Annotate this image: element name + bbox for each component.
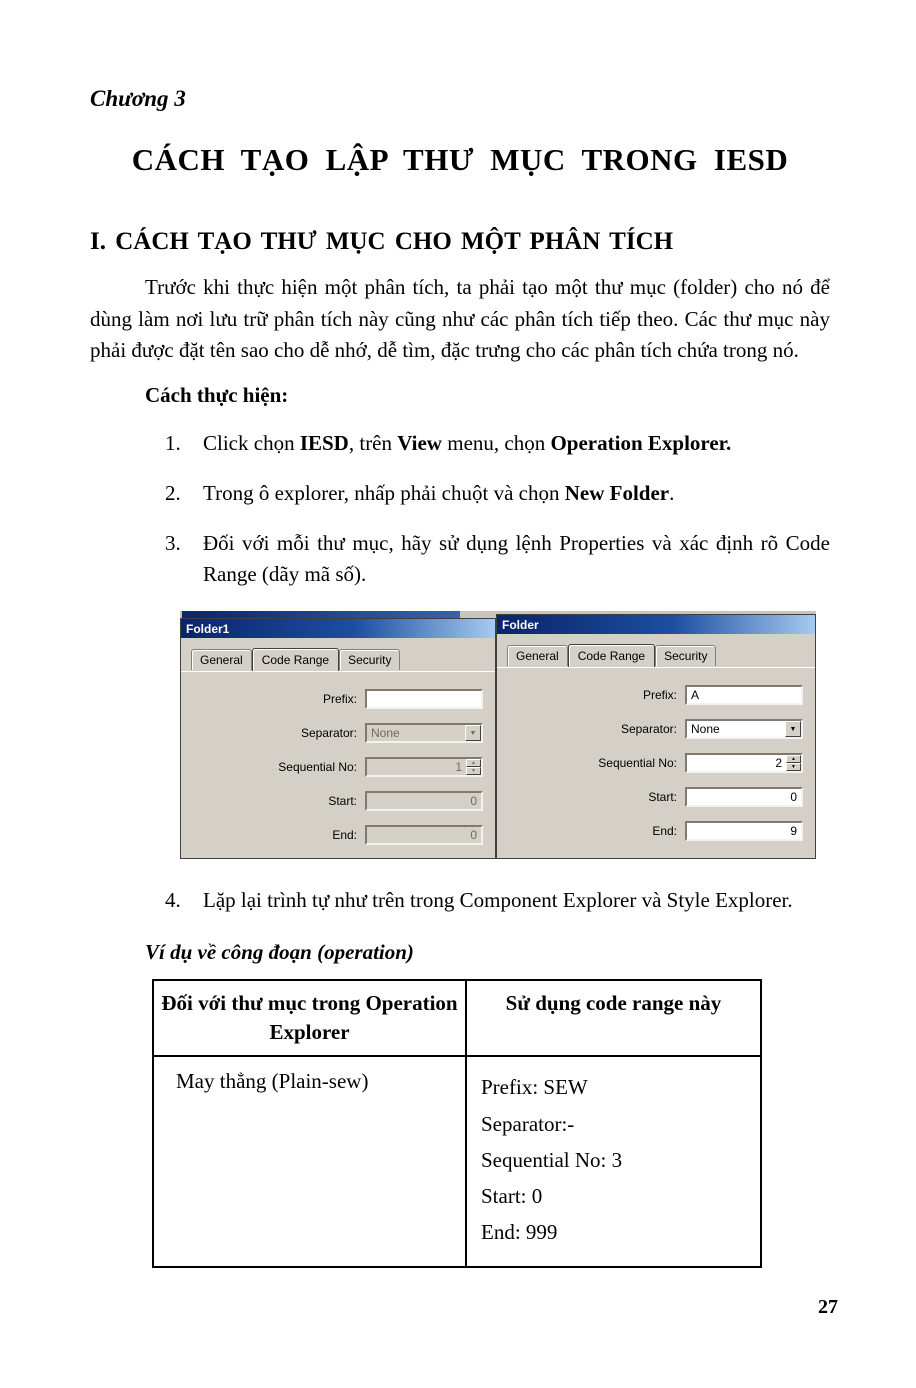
- tab-strip: [497, 634, 815, 666]
- list-number: 4.: [165, 888, 181, 913]
- field-row-end: [181, 825, 483, 845]
- end-label: End:: [652, 824, 677, 839]
- end-label: End:: [332, 828, 357, 843]
- bold-segment: View: [397, 430, 442, 455]
- spinner-value: 1: [455, 760, 462, 775]
- bold-segment: IESD: [299, 430, 349, 455]
- spinner-buttons: [466, 759, 481, 775]
- start-label: Start:: [328, 794, 357, 809]
- tab-security[interactable]: Security: [655, 645, 716, 666]
- table-header-operation: Đối với thư mục trong Operation Explorer: [153, 980, 466, 1057]
- spin-up-icon[interactable]: ▲: [466, 759, 481, 767]
- list-text: [203, 428, 830, 458]
- folder-titlebar: [497, 615, 815, 634]
- tab-code-range[interactable]: Code Range: [252, 648, 339, 671]
- list-number: 1.: [165, 430, 181, 455]
- intro-paragraph: Trước khi thực hiện một phân tích, ta phải tạo một thư mục (folder) cho nó để dùng làm nơi lưu trữ phân tích này cũng như các phân tích tiếp theo. Các thư mục này phải được đặt tên sao cho dễ nhớ, dễ tìm, đặc trưng cho các phân tích chứa trong nó.: [90, 275, 830, 362]
- cell-coderange: [466, 1056, 761, 1267]
- field-row-end: [497, 821, 803, 841]
- tab-page: [497, 667, 815, 841]
- text-segment: Trong ô explorer, nhấp phải chuột và chọn: [203, 480, 565, 505]
- table-row: [153, 1056, 761, 1267]
- steps-heading: Cách thực hiện:: [145, 382, 289, 407]
- list-number: 3.: [165, 531, 181, 556]
- folder1-dialog: [180, 618, 496, 859]
- separator-label: Separator:: [620, 722, 677, 737]
- dropdown-value: None: [371, 726, 400, 741]
- prefix-label: Prefix:: [642, 688, 677, 703]
- list-text: [203, 528, 830, 589]
- list-item-3: [165, 528, 830, 589]
- field-row-prefix: [181, 689, 483, 709]
- chapter-label: Chương 3: [90, 86, 186, 111]
- spin-down-icon[interactable]: ▼: [466, 767, 481, 775]
- code-range-line: Start: 0: [481, 1183, 543, 1208]
- page-title: CÁCH TẠO LẬP THƯ MỤC TRONG IESD: [131, 142, 789, 177]
- prefix-input[interactable]: [365, 689, 483, 709]
- end-input[interactable]: 9: [685, 821, 803, 841]
- bold-segment: Operation Explorer.: [550, 430, 732, 455]
- text-segment: menu, chọn: [441, 430, 551, 455]
- sequential-no-spinner[interactable]: [685, 753, 803, 773]
- end-input[interactable]: 0: [365, 825, 483, 845]
- tab-general[interactable]: General: [507, 645, 568, 666]
- list-item-2: [165, 478, 830, 508]
- prefix-label: Prefix:: [322, 692, 357, 707]
- example-table: [152, 979, 762, 1268]
- list-text: [203, 478, 830, 508]
- spinner-value: 2: [775, 756, 782, 771]
- text-segment: .: [669, 480, 675, 505]
- tab-page: [181, 671, 495, 845]
- text-segment: , trên: [348, 430, 398, 455]
- tab-security[interactable]: Security: [339, 649, 400, 670]
- list-item-1: [165, 428, 830, 458]
- page-number: 27: [818, 1296, 838, 1318]
- code-range-line: End: 999: [481, 1219, 558, 1244]
- list-number: 2.: [165, 480, 181, 505]
- sequential-no-spinner[interactable]: [365, 757, 483, 777]
- code-range-line: Prefix: SEW: [481, 1075, 588, 1100]
- dropdown-arrow-icon[interactable]: ▼: [465, 725, 481, 741]
- tab-general[interactable]: General: [191, 649, 252, 670]
- spin-down-icon[interactable]: ▼: [786, 763, 801, 771]
- code-range-line: Separator:-: [481, 1111, 575, 1136]
- prefix-input[interactable]: A: [685, 685, 803, 705]
- table-header-coderange: Sử dụng code range này: [466, 980, 761, 1057]
- folder1-titlebar: [181, 619, 495, 638]
- field-row-start: [497, 787, 803, 807]
- sequential-no-label: Sequential No:: [598, 756, 677, 771]
- table-header-row: [153, 980, 761, 1057]
- field-row-sequential: [181, 757, 483, 777]
- tab-code-range[interactable]: Code Range: [568, 644, 655, 667]
- folder-dialog: [496, 614, 816, 859]
- start-label: Start:: [648, 790, 677, 805]
- separator-label: Separator:: [300, 726, 357, 741]
- separator-dropdown[interactable]: [685, 719, 803, 739]
- section-heading: I. CÁCH TẠO THƯ MỤC CHO MỘT PHÂN TÍCH: [90, 228, 674, 255]
- spin-up-icon[interactable]: ▲: [786, 755, 801, 763]
- list-text: [203, 885, 830, 915]
- bold-segment: New Folder: [564, 480, 670, 505]
- dropdown-arrow-icon[interactable]: ▼: [785, 721, 801, 737]
- code-range-line: Sequential No: 3: [481, 1147, 623, 1172]
- start-input[interactable]: 0: [365, 791, 483, 811]
- embedded-screenshot: [180, 611, 816, 859]
- separator-dropdown[interactable]: [365, 723, 483, 743]
- start-input[interactable]: 0: [685, 787, 803, 807]
- field-row-separator: [181, 723, 483, 743]
- example-heading: Ví dụ về công đoạn (operation): [145, 939, 414, 964]
- cell-operation: May thẳng (Plain-sew): [153, 1056, 466, 1267]
- tab-strip: [181, 638, 495, 670]
- window-title: Folder1: [186, 621, 230, 636]
- spinner-buttons: [786, 755, 801, 771]
- text-segment: Click chọn: [203, 430, 300, 455]
- dropdown-value: None: [691, 722, 720, 737]
- window-title: Folder: [502, 617, 539, 632]
- field-row-sequential: [497, 753, 803, 773]
- list-item-4: [165, 885, 830, 915]
- sequential-no-label: Sequential No:: [278, 760, 357, 775]
- field-row-separator: [497, 719, 803, 739]
- text-segment: Đối với mỗi thư mục, hãy sử dụng lệnh Properties và xác định rõ Code Range (dãy mã số).: [203, 531, 830, 586]
- field-row-start: [181, 791, 483, 811]
- text-segment: Lặp lại trình tự như trên trong Component Explorer và Style Explorer.: [203, 888, 793, 913]
- field-row-prefix: [497, 685, 803, 705]
